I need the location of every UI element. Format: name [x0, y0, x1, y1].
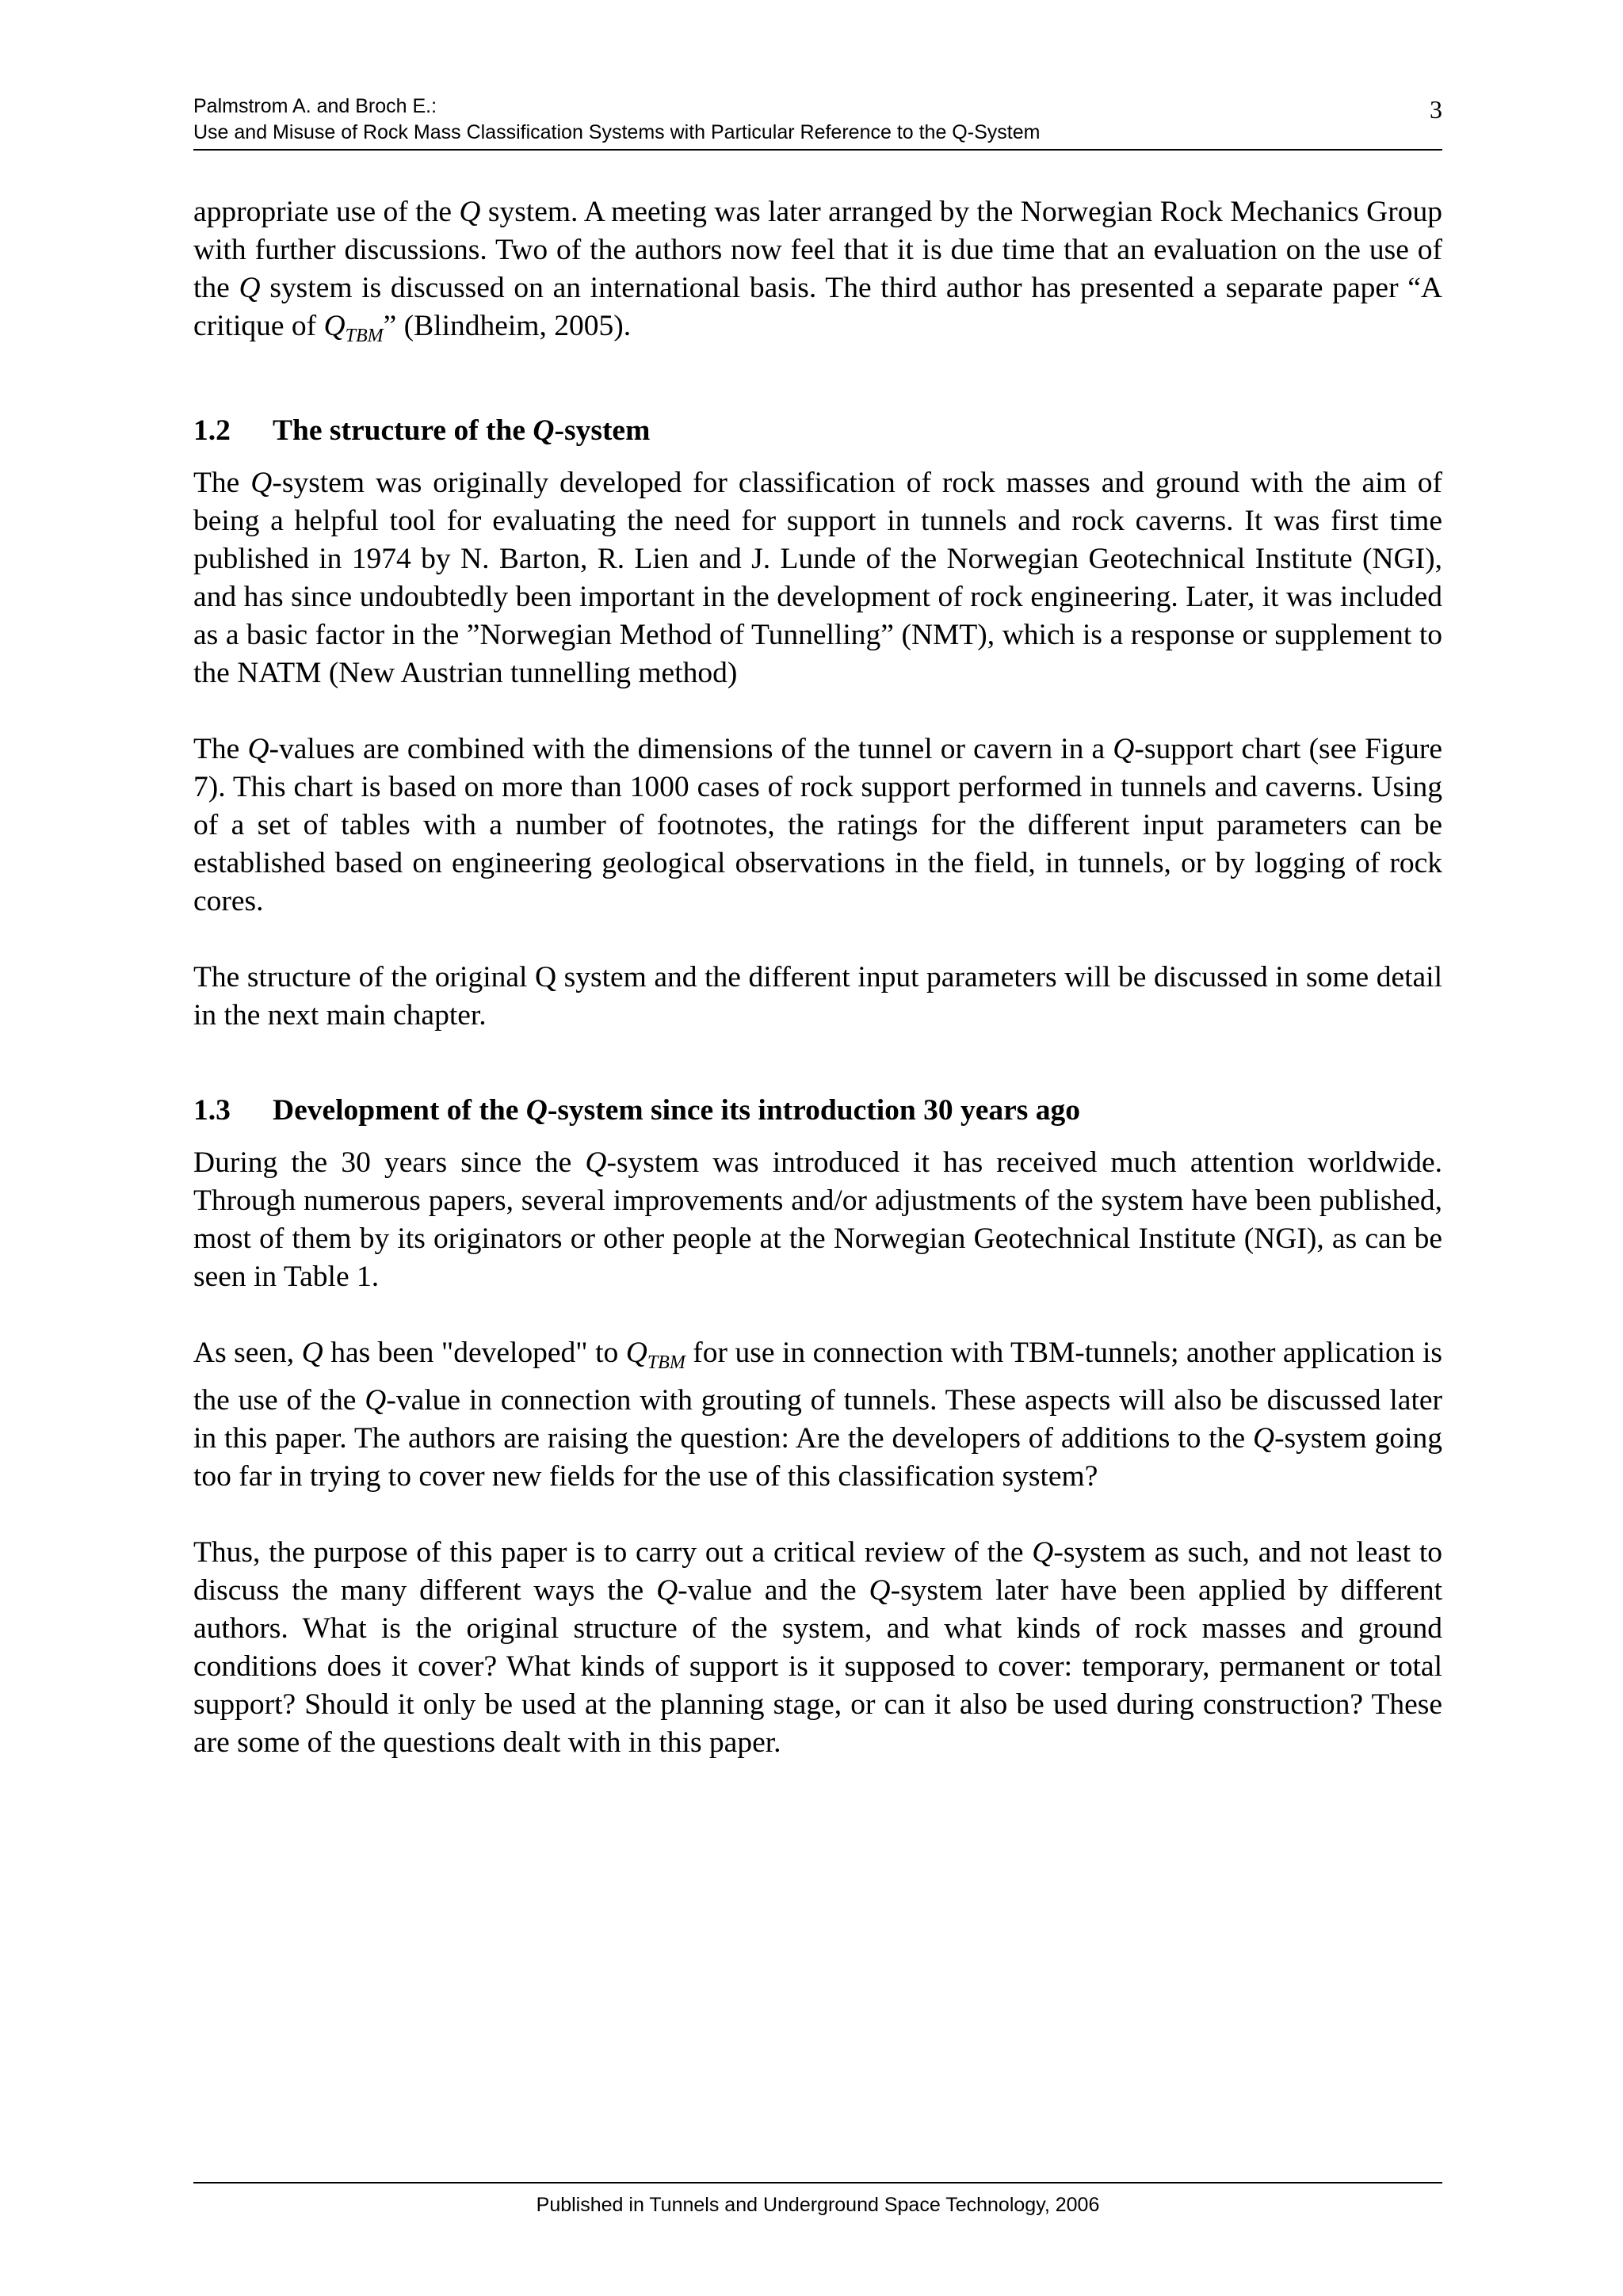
page-header	[193, 93, 1442, 151]
page-body	[193, 193, 1442, 1762]
section-heading-1-2: 1.2 The structure of the Q-system	[193, 414, 651, 447]
section-heading-1-3: 1.3 Development of the Q-system since its introduction 30 years ago	[193, 1094, 1081, 1127]
paragraph-1-3-c: Thus, the purpose of this paper is to carry out a critical review of the Q-system as such, and not least to discuss the many different ways the Q-value and the Q-system later have been applied by different authors. What is the original structure of the system, and what kinds of rock masses and ground conditions does it cover? What kinds of support is it supposed to cover: temporary, permanent or total support? Should it only be used at the planning stage, or can it also be used during construction? These are some of the questions dealt with in this paper.	[193, 1536, 1443, 1759]
page-footer: Published in Tunnels and Underground Space Technology, 2006	[536, 2194, 1100, 2216]
intro-paragraph: appropriate use of the Q system. A meeting was later arranged by the Norwegian Rock Mechanics Group with further discussions. Two of the authors now feel that it is due time that an evaluation on the use of the Q system is discussed on an international basis. The third author has presented a separate paper “A critique of $Q_{TBM}$” (Blindheim, 2005).	[193, 196, 1442, 346]
header-divider	[193, 149, 1442, 151]
paragraph-1-3-a: During the 30 years since the Q-system was introduced it has received much attention worldwide. Through numerous papers, several improvements and/or adjustments of the system have been published, most of them by its originators or other people at the Norwegian Geotechnical Institute (NGI), as can be seen in Table 1.	[193, 1146, 1442, 1293]
paragraph-1-2-b: The Q-values are combined with the dimensions of the tunnel or cavern in a Q-support chart (see Figure 7). This chart is based on more than 1000 cases of rock support performed in tunnels and caverns. Using of a set of tables with a number of footnotes, the ratings for the different input parameters can be established based on engineering geological observations in the field, in tunnels, or by logging of rock cores.	[193, 733, 1442, 917]
paragraph-1-2-a: The Q-system was originally developed for classification of rock masses and ground with the aim of being a helpful tool for evaluating the need for support in tunnels and rock caverns. It was first time published in 1974 by N. Barton, R. Lien and J. Lunde of the Norwegian Geotechnical Institute (NGI), and has since undoubtedly been important in the development of rock engineering. Later, it was included as a basic factor in the ”Norwegian Method of Tunnelling” (NMT), which is a response or supplement to the NATM (New Austrian tunnelling method)	[193, 467, 1442, 689]
footer-divider	[193, 2182, 1442, 2183]
header-authors: Palmstrom A. and Broch E.:	[193, 95, 437, 117]
paragraph-1-2-c: The structure of the original Q system and the different input parameters will be discussed in some detail in the next main chapter.	[193, 961, 1442, 1032]
page-number: 3	[1430, 95, 1442, 124]
paragraph-1-3-b: As seen, Q has been "developed" to $Q_{TBM}$ for use in connection with TBM-tunnels; another application is the use of the Q-value in connection with grouting of tunnels. These aspects will also be discussed later in this paper. The authors are raising the question: Are the developers of additions to the Q-system going too far in trying to cover new fields for the use of this classification system?	[193, 1337, 1442, 1493]
header-title: Use and Misuse of Rock Mass Classification Systems with Particular Reference to the Q-System	[193, 121, 1041, 143]
